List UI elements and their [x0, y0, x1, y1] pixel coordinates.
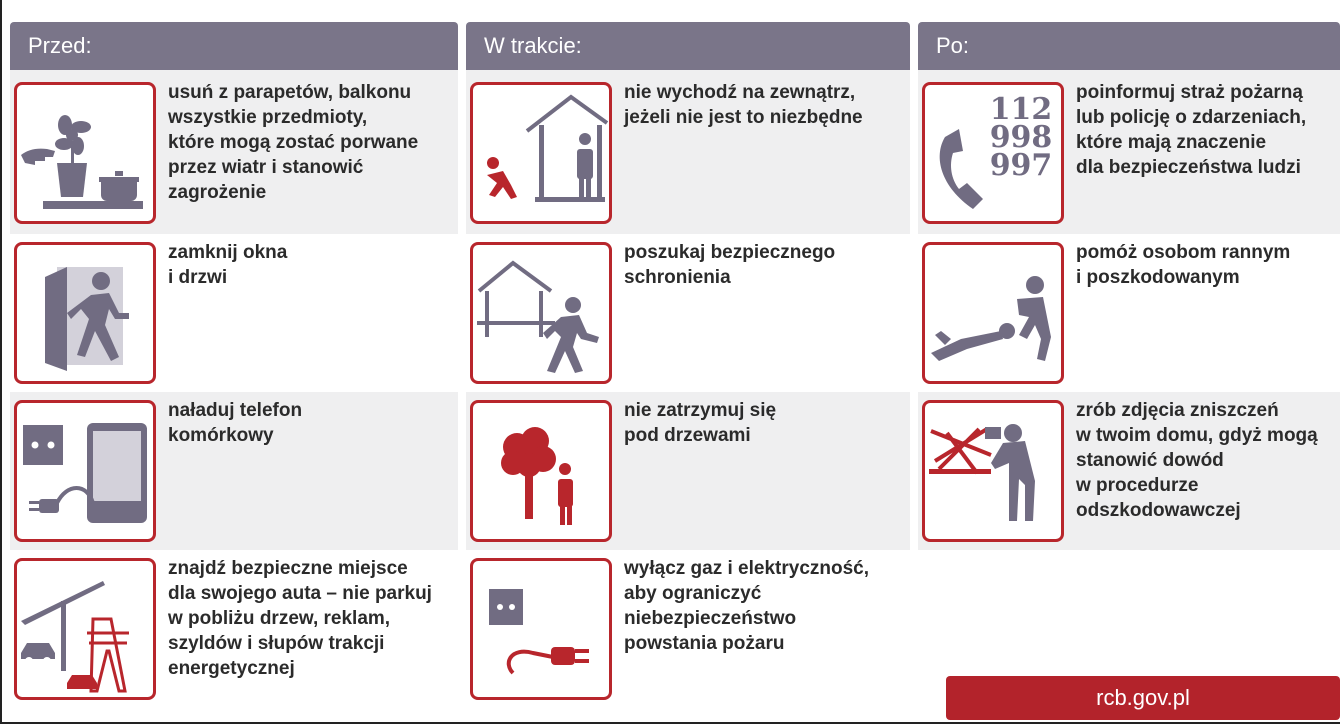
charge-phone-icon — [14, 400, 156, 542]
emergency-number-998: 998 — [989, 120, 1053, 155]
car-shelter-icon — [14, 558, 156, 700]
item-text: zrób zdjęcia zniszczeń w twoim domu, gdyż mogą stanowić dowód w procedurze odszkodowawczej — [1076, 400, 1318, 521]
column-header: Po: — [918, 22, 1340, 70]
stay-inside-icon — [470, 82, 612, 224]
column-header: W trakcie: — [466, 22, 910, 70]
list-item — [466, 550, 910, 708]
item-text: nie zatrzymuj się pod drzewami — [624, 400, 777, 446]
list-item — [10, 234, 458, 392]
column-during — [466, 22, 910, 708]
unplug-icon — [470, 558, 612, 700]
website-link[interactable]: rcb.gov.pl — [946, 676, 1340, 720]
emergency-number-997: 997 — [989, 148, 1053, 183]
item-text: znajdź bezpieczne miejsce dla swojego auta – nie parkuj w pobliżu drzew, reklam, szyldów i słupów trakcji energetycznej — [168, 558, 432, 679]
emergency-number-112: 112 — [989, 92, 1053, 127]
list-item — [466, 70, 910, 234]
tree-person-icon — [470, 400, 612, 542]
list-item — [10, 70, 458, 234]
list-item — [466, 234, 910, 392]
item-text: poinformuj straż pożarną lub policję o zdarzeniach, które mają znaczenie dla bezpieczeństwa ludzi — [1076, 82, 1307, 178]
list-item — [10, 392, 458, 550]
item-text: naładuj telefon komórkowy — [168, 400, 303, 446]
item-text: zamknij okna i drzwi — [168, 242, 288, 288]
column-header: Przed: — [10, 22, 458, 70]
item-text: poszukaj bezpiecznego schronienia — [624, 242, 836, 288]
phone-emergency-icon — [922, 82, 1064, 224]
help-injured-icon — [922, 242, 1064, 384]
column-after — [918, 22, 1340, 550]
close-door-icon — [14, 242, 156, 384]
column-before — [10, 22, 458, 708]
item-text: usuń z parapetów, balkonu wszystkie przedmioty, które mogą zostać porwane przez wiatr i stanowić zagrożenie — [168, 82, 419, 203]
run-to-shelter-icon — [470, 242, 612, 384]
list-item — [918, 234, 1340, 392]
hand-flowerpot-icon — [14, 82, 156, 224]
list-item — [10, 550, 458, 708]
item-text: pomóż osobom rannym i poszkodowanym — [1076, 242, 1291, 288]
photo-damage-icon — [922, 400, 1064, 542]
item-text: wyłącz gaz i elektryczność, aby ograniczyć niebezpieczeństwo powstania pożaru — [624, 558, 870, 654]
item-text: nie wychodź na zewnątrz, jeżeli nie jest to niezbędne — [624, 82, 863, 128]
list-item — [466, 392, 910, 550]
list-item — [918, 70, 1340, 234]
list-item — [918, 392, 1340, 550]
